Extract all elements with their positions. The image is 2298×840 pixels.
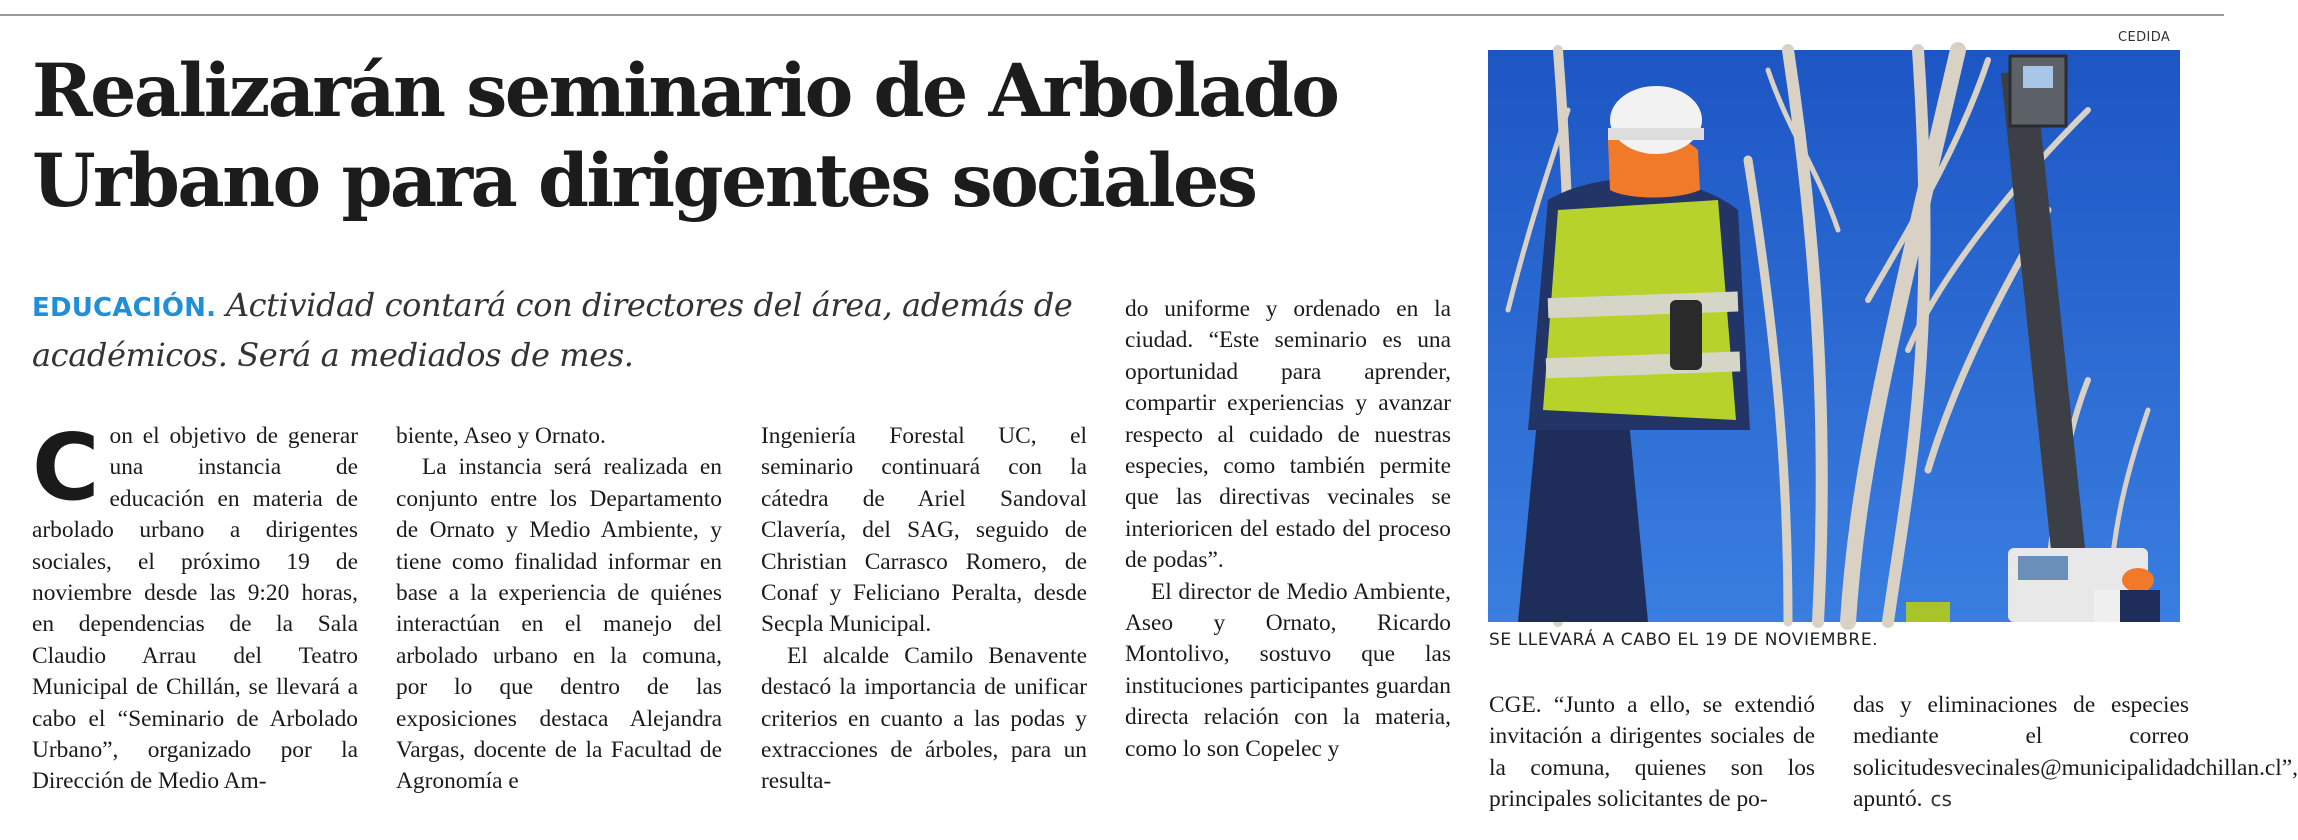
photo-caption: SE LLEVARÁ A CABO EL 19 DE NOVIEMBRE. — [1489, 630, 1879, 650]
headline: Realizarán seminario de Arbolado Urbano para dirigentes sociales — [32, 48, 1338, 224]
paragraph: El director de Medio Ambiente, Aseo y Ornato, Ricardo Montolivo, sostuvo que las instituciones participantes guardan directa relación con la materia, como lo son Copelec y — [1125, 578, 1451, 762]
body-column-2 — [396, 421, 722, 798]
body-column-5 — [1489, 690, 1815, 816]
paragraph-text: das y eliminaciones de especies mediante el correo solicitudesvecinales@municipalidadchillan.cl”, apuntó. — [1853, 692, 2298, 813]
deck — [32, 282, 1112, 379]
paragraph: biente, Aseo y Ornato. — [396, 423, 606, 449]
body-column-6 — [1853, 690, 2298, 816]
paragraph — [1853, 690, 2298, 816]
section-kicker: EDUCACIÓN. — [32, 293, 217, 323]
helper — [1906, 602, 1950, 622]
photo-credit: CEDIDA — [2118, 30, 2171, 45]
body-column-1 — [32, 414, 358, 798]
paragraph-text: on el objetivo de generar una instancia de educación en materia de arbolado urbano a dirigentes sociales, el próximo 19 de noviembre desde las 9:20 horas, en dependencias de la Sala Claudio Arrau del Teatro Municipal de Chillán, se llevará a cabo el “Seminario de Arbolado Urbano”, organizado por la Dirección de Medio Am- — [32, 423, 358, 795]
paragraph: El alcalde Camilo Benavente destacó la importancia de unificar criterios en cuanto a las podas y extracciones de árboles, para un resulta- — [761, 642, 1087, 795]
paragraph — [32, 414, 358, 798]
paragraph: do uniforme y ordenado en la ciudad. “Este seminario es una oportunidad para aprender, compartir experiencias y avanzar respecto al cuidado de nuestras especies, como también permite que las directivas vecinales se interioricen del estado del proceso de podas”. — [1125, 296, 1451, 574]
deck-text: Actividad contará con directores del área, además de académicos. Será a mediados de mes. — [32, 286, 1073, 374]
paragraph: La instancia será realizada en conjunto entre los Departamento de Ornato y Medio Ambiente, y tiene como finalidad informar en base a la experiencia de quiénes interactúan en el manejo del arbolado urbano en la comuna, por lo que dentro de las exposiciones destaca Alejandra Vargas, docente de la Facultad de Agronomía e — [396, 454, 722, 795]
paragraph: Ingeniería Forestal UC, el seminario continuará con la cátedra de Ariel Sandoval Clavería, del SAG, seguido de Christian Carrasco Romero, de Conaf y Feliciano Peralta, desde Secpla Municipal. — [761, 423, 1087, 638]
body-column-4 — [1125, 294, 1451, 765]
top-rule — [0, 14, 2224, 16]
drop-cap: C — [32, 414, 100, 521]
body-column-3 — [761, 421, 1087, 798]
article-photo — [1488, 50, 2180, 622]
end-mark: cs — [1930, 787, 1952, 812]
paragraph: CGE. “Junto a ello, se extendió invitación a dirigentes sociales de la comuna, quienes son los principales solicitantes de po- — [1489, 692, 1815, 813]
